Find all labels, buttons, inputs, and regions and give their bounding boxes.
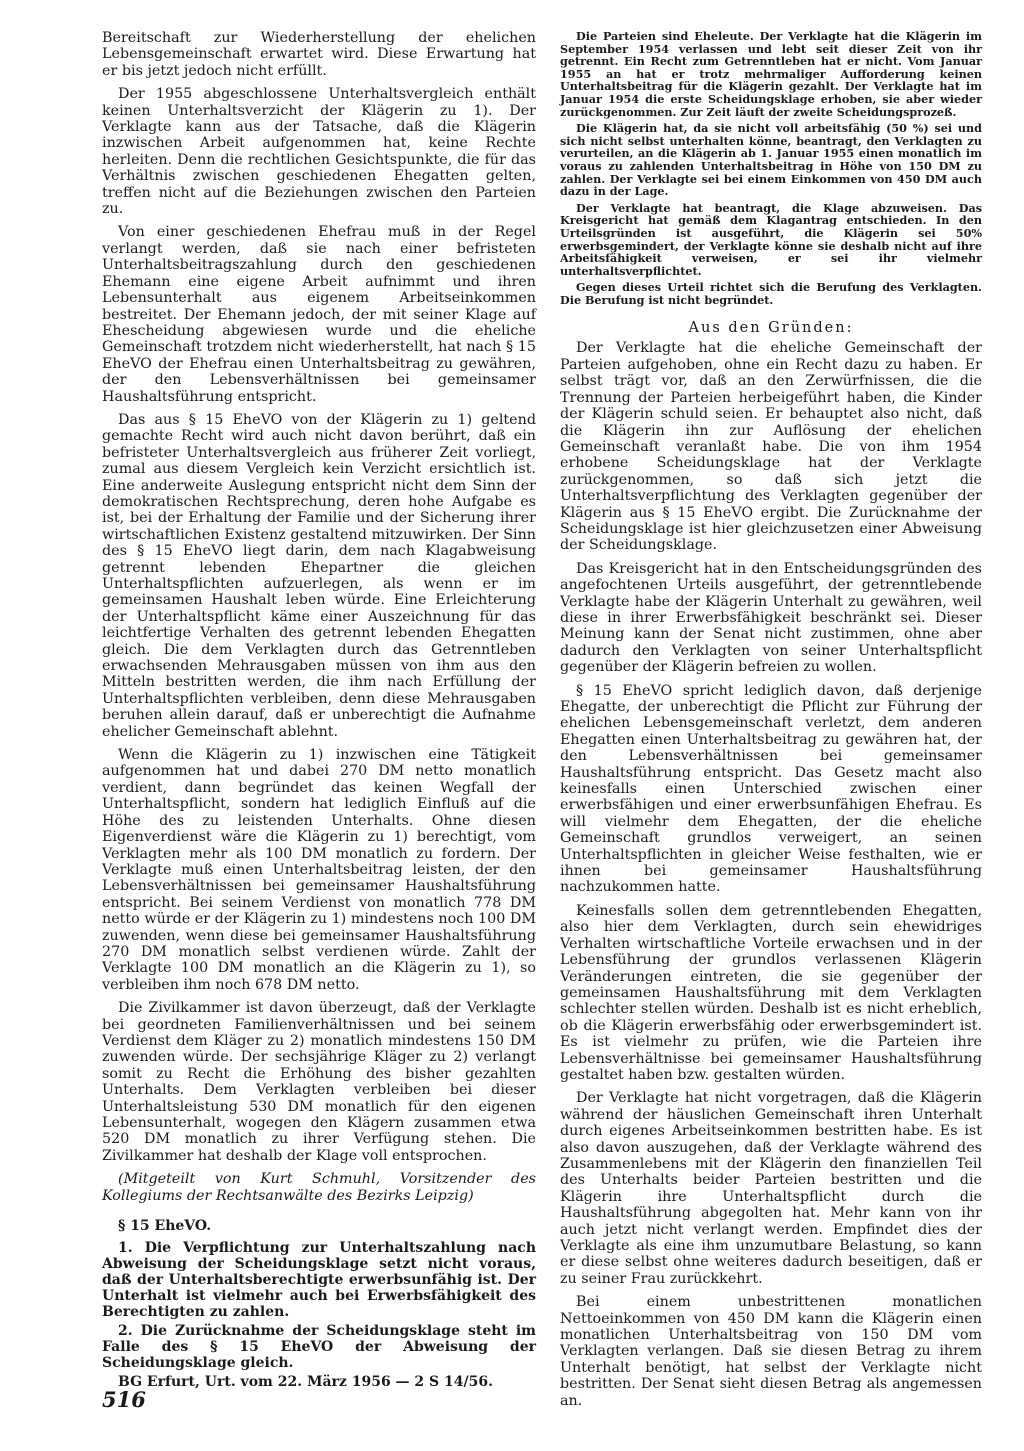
case-summary: Die Klägerin hat, da sie nicht voll arbeitsfähig (50 %) sei und sich nicht selbst unterhalten könne, beantragt, den Verklagten zu verurteilen, an die Klägerin ab 1. Januar 1955 einen monatlich im voraus zu zahlenden Unterhaltsbeitrag in Höhe von 150 DM zu zahlen. Der Verklagte sei bei einem Einkommen von 450 DM auch dazu in der Lage. <box>560 121 982 199</box>
guiding-principle-1: 1. Die Verpflichtung zur Unterhaltszahlung nach Abweisung der Scheidungsklage setzt nicht voraus, daß der Unterhaltsberechtigte erwerbsunfähig ist. Der Unterhalt ist vielmehr auch bei Erwerbsfähigkeit des Berechtigten zu zahlen. <box>102 1240 536 1321</box>
paragraph: Das aus § 15 EheVO von der Klägerin zu 1) geltend gemachte Recht wird auch nicht davon berührt, daß ein befristeter Unterhaltsvergleich aus früherer Zeit vorliegt, zumal aus diesem Vergleich kein Verzicht ersichtlich ist. Eine anderweite Auslegung entspricht nicht dem Sinn der demokratischen Rechtsprechung, deren hohe Aufgabe es ist, bei der Erhaltung der Familie und der Sicherung ihrer wirtschaftlichen Existenz gestaltend mitzuwirken. Der Sinn des § 15 EheVO liegt darin, dem nach Klagabweisung getrennt lebenden Ehepartner die gleichen Unterhaltspflichten aufzuerlegen, als wenn er im gemeinsamen Haushalt leben würde. Eine Erleichterung der Unterhaltspflicht käme einer Auszeichnung für das leichtfertige Verhalten des getrennt lebenden Ehegatten gleich. Die dem Verklagten durch das Getrenntleben erwachsenden Mehrausgaben müssen von ihm aus den Mitteln bestritten werden, die ihm nach Erfüllung der Unterhaltspflichten verbleiben, denn diese Mehrausgaben beruhen allein darauf, daß er unberechtigt die Aufnahme ehelicher Gemeinschaft ablehnt. <box>102 411 536 740</box>
paragraph: Wenn die Klägerin zu 1) inzwischen eine Tätigkeit aufgenommen hat und dabei 270 DM netto monatlich verdient, dann begründet das keinen Wegfall der Unterhaltspflicht, sondern hat lediglich Einfluß auf die Höhe des zu leistenden Unterhalts. Ohne diesen Eigenverdienst wäre die Klägerin zu 1) berechtigt, vom Verklagten mehr als 100 DM monatlich zu fordern. Der Verklagte muß einen Unterhaltsbeitrag leisten, der den Lebensverhältnissen bei gemeinsamer Haushaltsführung entspricht. Bei seinem Verdienst von monatlich 778 DM netto würde er der Klägerin zu 1) mindestens noch 100 DM zuwenden, wenn diese bei gemeinsamer Haushaltsführung 270 DM monatlich selbst verdienen würde. Zahlt der Verklagte 100 DM monatlich an die Klägerin zu 1), so verbleiben ihm noch 678 DM netto. <box>102 747 536 993</box>
court-citation: BG Erfurt, Urt. vom 22. März 1956 — 2 S 14/56. <box>118 1374 493 1391</box>
paragraph: Keinesfalls sollen dem getrenntlebenden Ehegatten, also hier dem Verklagten, durch sein ehewidriges Verhalten wirtschaftliche Vorteile erwachsen und in der Lebensführung der grundlos verlassenen Klägerin Veränderungen eintreten, die sie gegenüber der gemeinsamen Haushaltsführung mit dem Verklagten schlechter stellen würden. Deshalb ist es nicht erheblich, ob die Klägerin erwerbsfähig oder erwerbsgemindert ist. Es ist vielmehr zu prüfen, wie die Parteien ihre Lebensverhältnisse bei gemeinsamer Haushaltsführung gestaltet haben bzw. gestalten würden. <box>560 902 982 1083</box>
paragraph: Der 1955 abgeschlossene Unterhaltsvergleich enthält keinen Unterhaltsverzicht der Klägerin zu 1). Der Verklagte kann aus der Tatsache, daß die Klägerin inzwischen Arbeit aufgenommen hat, keine Rechte herleiten. Denn die rechtlichen Gesichtspunkte, die für das Verhältnis zwischen geschiedenen Ehegatten gelten, treffen nicht auf die Beziehungen zwischen den Parteien zu. <box>102 86 536 218</box>
section-heading: § 15 EheVO. <box>118 1218 212 1235</box>
paragraph: § 15 EheVO spricht lediglich davon, daß derjenige Ehegatte, der unberechtigt die Pflicht zur Führung der ehelichen Lebensgemeinschaft verletzt, dem anderen Ehegatten einen Unterhaltsbeitrag zu gewähren hat, der den Lebensverhältnissen bei gemeinsamer Haushaltsführung entspricht. Das Gesetz macht also keinesfalls einen Unterschied zwischen einer erwerbsfähigen und einer erwerbsunfähigen Ehefrau. Es will vielmehr dem Ehegatten, der die eheliche Gemeinschaft grundlos verweigert, an seinen Unterhaltspflichten in gleicher Weise festhalten, wie er ihnen bei gemeinsamer Haushaltsführung nachzukommen hatte. <box>560 682 982 896</box>
left-column <box>102 30 536 1393</box>
case-summary: Der Verklagte hat beantragt, die Klage abzuweisen. Das Kreisgericht hat gemäß dem Klagantrag entschieden. In den Urteilsgründen ist ausgeführt, die Klägerin sei 50% erwerbsgemindert, der Verklagte könne sie deshalb nicht auf ihre Arbeitsfähigkeit verweisen, er sei ihr vielmehr unterhaltsverpflichtet. <box>560 200 982 278</box>
paragraph: Das Kreisgericht hat in den Entscheidungsgründen des angefochtenen Urteils ausgeführt, der getrenntlebende Verklagte habe der Klägerin Unterhalt zu gewähren, weil diese in ihrer Erwerbsfähigkeit beschränkt sei. Dieser Meinung kann der Senat nicht zustimmen, ohne aber dadurch den Verklagten von seiner Unterhaltspflicht gegenüber der Klägerin befreien zu wollen. <box>560 560 982 676</box>
paragraph: Die Zivilkammer ist davon überzeugt, daß der Verklagte bei geordneten Familienverhältnissen und bei seinem Verdienst dem Kläger zu 2) monatlich mindestens 150 DM zuwenden würde. Der sechsjährige Kläger zu 2) verlangt somit zu Recht die Erhöhung des bisher gezahlten Unterhalts. Dem Verklagten verbleiben bei dieser Unterhaltsleistung 530 DM monatlich für den eigenen Lebensunterhalt, wogegen den Klägern zusammen etwa 520 DM monatlich zu ihrer Verfügung stehen. Die Zivilkammer hat deshalb der Klage voll entsprochen. <box>102 1000 536 1164</box>
case-summary: Die Parteien sind Eheleute. Der Verklagte hat die Klägerin im September 1954 verlassen und lebt seit dieser Zeit von ihr getrennt. Ein Recht zum Getrenntleben hat er nicht. Vom Januar 1955 an hat er trotz mehrmaliger Aufforderung keinen Unterhaltsbeitrag für die Klägerin gezahlt. Der Verklagte hat im Januar 1954 die erste Scheidungsklage erhoben, sie aber wieder zurückgenommen. Zur Zeit läuft der zweite Scheidungsprozeß. <box>560 29 982 119</box>
case-summary: Gegen dieses Urteil richtet sich die Berufung des Verklagten. Die Berufung ist nicht begründet. <box>560 280 982 307</box>
paragraph: Der Verklagte hat die eheliche Gemeinschaft der Parteien aufgehoben, ohne ein Recht dazu zu haben. Er selbst trägt vor, daß an den Zerwürfnissen, die die Trennung der Parteien herbeigeführt haben, die Kinder der Klägerin schuld seien. Er behauptet also nicht, daß die Klägerin ihn zur Auflösung der ehelichen Gemeinschaft veranlaßt habe. Die von ihm 1954 erhobene Scheidungsklage hat der Verklagte zurückgenommen, so daß sich jetzt die Unterhaltsverpflichtung des Verklagten gegenüber der Klägerin aus § 15 EheVO ergibt. Die Zurücknahme der Scheidungsklage ist hier gleichzusetzen einer Abweisung der Scheidungsklage. <box>560 340 982 554</box>
guiding-principle-2: 2. Die Zurücknahme der Scheidungsklage steht im Falle des § 15 EheVO der Abweisung der Scheidungsklage gleich. <box>102 1323 536 1372</box>
paragraph: Bereitschaft zur Wiederherstellung der ehelichen Lebensgemeinschaft erwartet wird. Diese Erwartung hat er bis jetzt jedoch nicht erfüllt. <box>102 30 536 79</box>
paragraph: Von einer geschiedenen Ehefrau muß in der Regel verlangt werden, daß sie nach einer befristeten Unterhaltsbeitragszahlung durch den geschiedenen Ehemann eine eigene Arbeit aufnimmt und ihren Lebensunterhalt aus eigenem Arbeitseinkommen bestreitet. Der Ehemann jedoch, der mit seiner Klage auf Ehescheidung abgewiesen wurde und die eheliche Gemeinschaft trotzdem nicht wiederherstellt, hat nach § 15 EheVO der Ehefrau einen Unterhaltsbeitrag zu gewähren, der den Lebensverhältnissen bei gemeinsamer Haushaltsführung entspricht. <box>102 224 536 405</box>
page-number: 516 <box>102 1387 146 1412</box>
attribution: (Mitgeteilt von Kurt Schmuhl, Vorsitzender des Kollegiums der Rechtsanwälte des Bezirks Leipzig) <box>102 1171 536 1204</box>
paragraph: Der Verklagte hat nicht vorgetragen, daß die Klägerin während der häuslichen Gemeinschaft ihren Unterhalt durch eigenes Arbeitseinkommen bestritten habe. Es ist also davon auszugehen, daß der Verklagte während des Zusammenlebens mit der Klägerin den finanziellen Teil des Unterhalts beider Parteien bestritten und die Klägerin ihre Unterhaltspflicht durch die Haushaltsführung abgegolten hat. Mehr kann von ihr auch jetzt nicht verlangt werden. Empfindet dies der Verklagte als eine ihm unzumutbare Belastung, so kann er diese selbst ohne weiteres dadurch beseitigen, daß er zu seiner Frau zurückkehrt. <box>560 1090 982 1287</box>
paragraph: Bei einem unbestrittenen monatlichen Nettoeinkommen von 450 DM kann die Klägerin einen monatlichen Unterhaltsbeitrag von 150 DM vom Verklagten verlangen. Daß sie diesen Betrag zu ihrem Unterhalt benötigt, hat selbst der Verklagte nicht bestritten. Der Senat sieht diesen Betrag als angemessen an. <box>560 1294 982 1409</box>
right-column <box>560 30 982 1416</box>
section-heading: Aus den Gründen: <box>688 320 854 337</box>
